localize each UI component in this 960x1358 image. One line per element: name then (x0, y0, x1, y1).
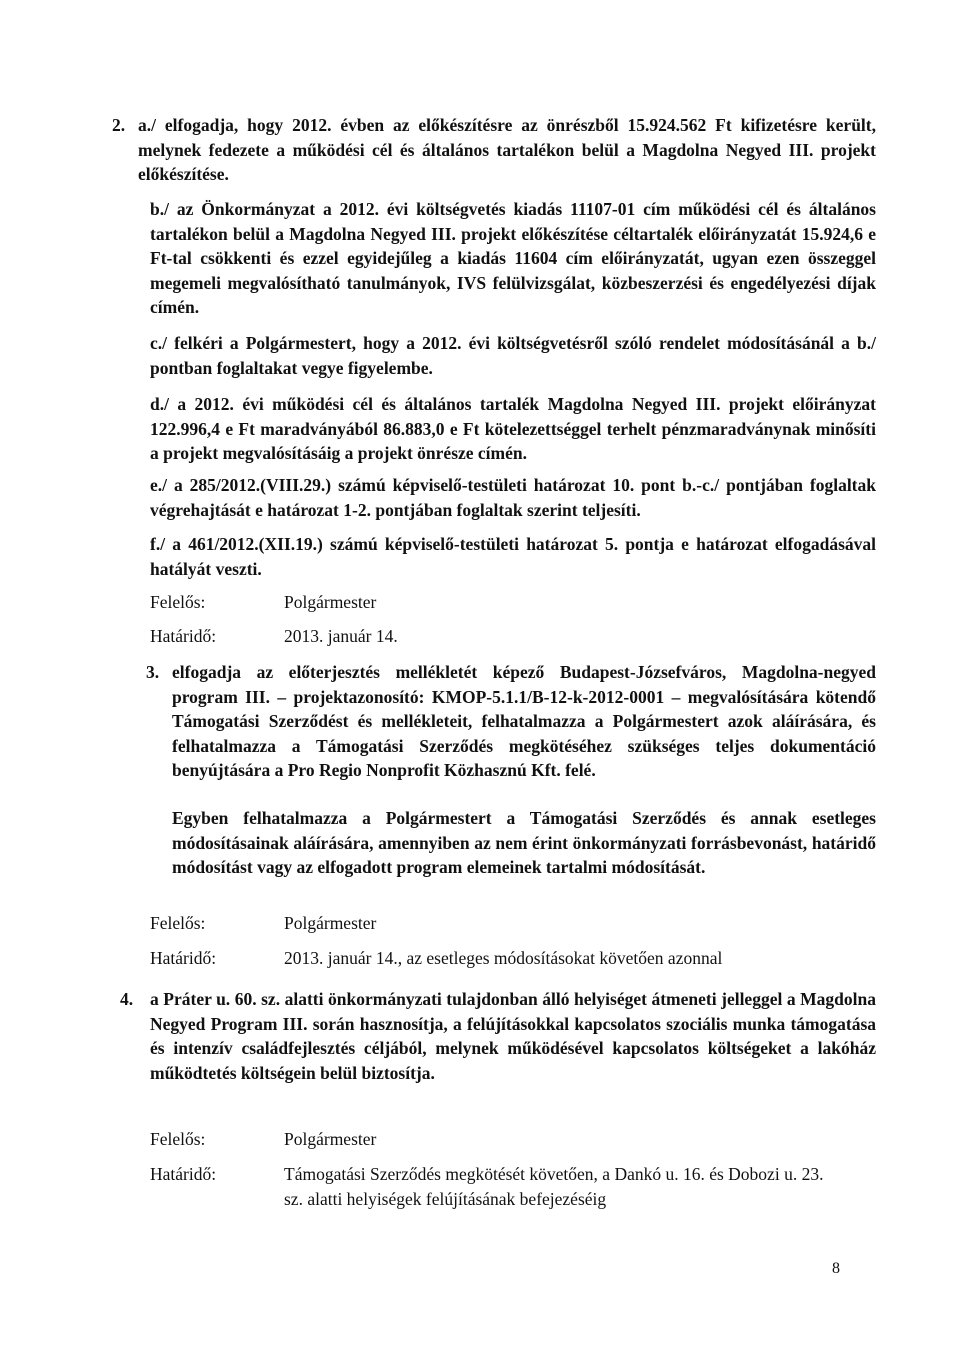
item-2e-text: e./ a 285/2012.(VIII.29.) számú képviselő-testületi határozat 10. pont b.-c./ pontjában foglaltak végrehajtását e határozat 1-2. pontjában foglaltak szerint teljesíti. (150, 475, 876, 520)
page-number: 8 (832, 1260, 840, 1277)
item-2a-text: a./ elfogadja, hogy 2012. évben az előkészítésre az önrészből 15.924.562 Ft kifizetésre került, melynek fedezete a működési cél és általános tartalékon belül a Magdolna Negyed III. projekt előkészítése. (138, 115, 876, 184)
item-3-number: 3. (146, 662, 160, 682)
item-3-paragraph-1: elfogadja az előterjesztés mellékletét képező Budapest-Józsefváros, Magdolna-negyed program III. – projektazonosító: KMOP-5.1.1/B-12-k-2012-0001 – megvalósítására kötendő Támogatási Szerződést és mellékleteit, felhatalmazza a Polgármestert azok aláírására, és felhatalmazza a Támogatási Szerződés megkötéséhez szükséges teljes dokumentáció benyújtására a Pro Regio Nonprofit Közhasznú Kft. felé. (172, 662, 876, 780)
item-2-deadline (150, 624, 876, 649)
item-2f-text: f./ a 461/2012.(XII.19.) számú képviselő-testületi határozat 5. pontja e határozat elfogadásával hatályát veszti. (150, 534, 876, 579)
responsible-value: Polgármester (284, 1129, 377, 1149)
item-4-deadline (150, 1162, 876, 1217)
responsible-value: Polgármester (284, 913, 377, 933)
item-4-responsible (150, 1127, 876, 1152)
item-3-responsible (150, 911, 876, 936)
item-2d-text: d./ a 2012. évi működési cél és általános tartalék Magdolna Negyed III. projekt előirányzat 122.996,4 e Ft maradványából 86.883,0 e Ft kötelezettséggel terhelt pénzmaradványnak minősíti a projekt megvalósításáig a projekt önrésze címén. (150, 394, 876, 463)
deadline-value: 2013. január 14. (284, 626, 398, 646)
item-3-deadline (150, 946, 876, 971)
item-4-paragraph: a Práter u. 60. sz. alatti önkormányzati tulajdonban álló helyiséget átmeneti jelleggel a Magdolna Negyed Program III. során hasznosítja, a felújításokkal kapcsolatos szociális munka támogatása és intenzív családfejlesztés céljából, melynek működésével kapcsolatos költségeket a lakóház működtetés költségein belül biztosítja. (150, 989, 876, 1083)
item-3-paragraph-2: Egyben felhatalmazza a Polgármestert a Támogatási Szerződés és annak esetleges módosításainak aláírására, amennyiben az nem érint önkormányzati forrásbevonást, határidő módosítást vagy az elfogadott program elemeinek tartalmi módosítását. (172, 808, 876, 877)
item-4-number: 4. (120, 989, 134, 1009)
responsible-label: Felelős: (150, 592, 206, 612)
deadline-value: 2013. január 14., az esetleges módosításokat követően azonnal (284, 948, 723, 968)
deadline-label: Határidő: (150, 626, 217, 646)
item-2c-text: c./ felkéri a Polgármestert, hogy a 2012. évi költségvetésről szóló rendelet módosításánál a b./ pontban foglaltakat vegye figyelembe. (150, 333, 876, 378)
responsible-value: Polgármester (284, 592, 377, 612)
responsible-label: Felelős: (150, 913, 206, 933)
item-2-number: 2. (112, 115, 126, 135)
responsible-label: Felelős: (150, 1129, 206, 1149)
deadline-label: Határidő: (150, 948, 217, 968)
item-2-responsible (150, 590, 876, 615)
deadline-label: Határidő: (150, 1164, 217, 1184)
item-2b-text: b./ az Önkormányzat a 2012. évi költségvetés kiadás 11107-01 cím működési cél és általános tartalékon belül a Magdolna Negyed III. projekt előkészítése céltartalék előirányzatát 15.924,6 e Ft-tal csökkenti és ezzel egyidejűleg a kiadás 11604 cím előirányzatát, ugyan ezen összeggel megemeli megvalósítható tanulmányok, IVS felülvizsgálat, közbeszerzési és engedélyezési díjak címén. (150, 199, 876, 317)
deadline-value: Támogatási Szerződés megkötését követően, a Dankó u. 16. és Dobozi u. 23. sz. alatti helyiségek felújításának befejezéséig (284, 1164, 824, 1209)
